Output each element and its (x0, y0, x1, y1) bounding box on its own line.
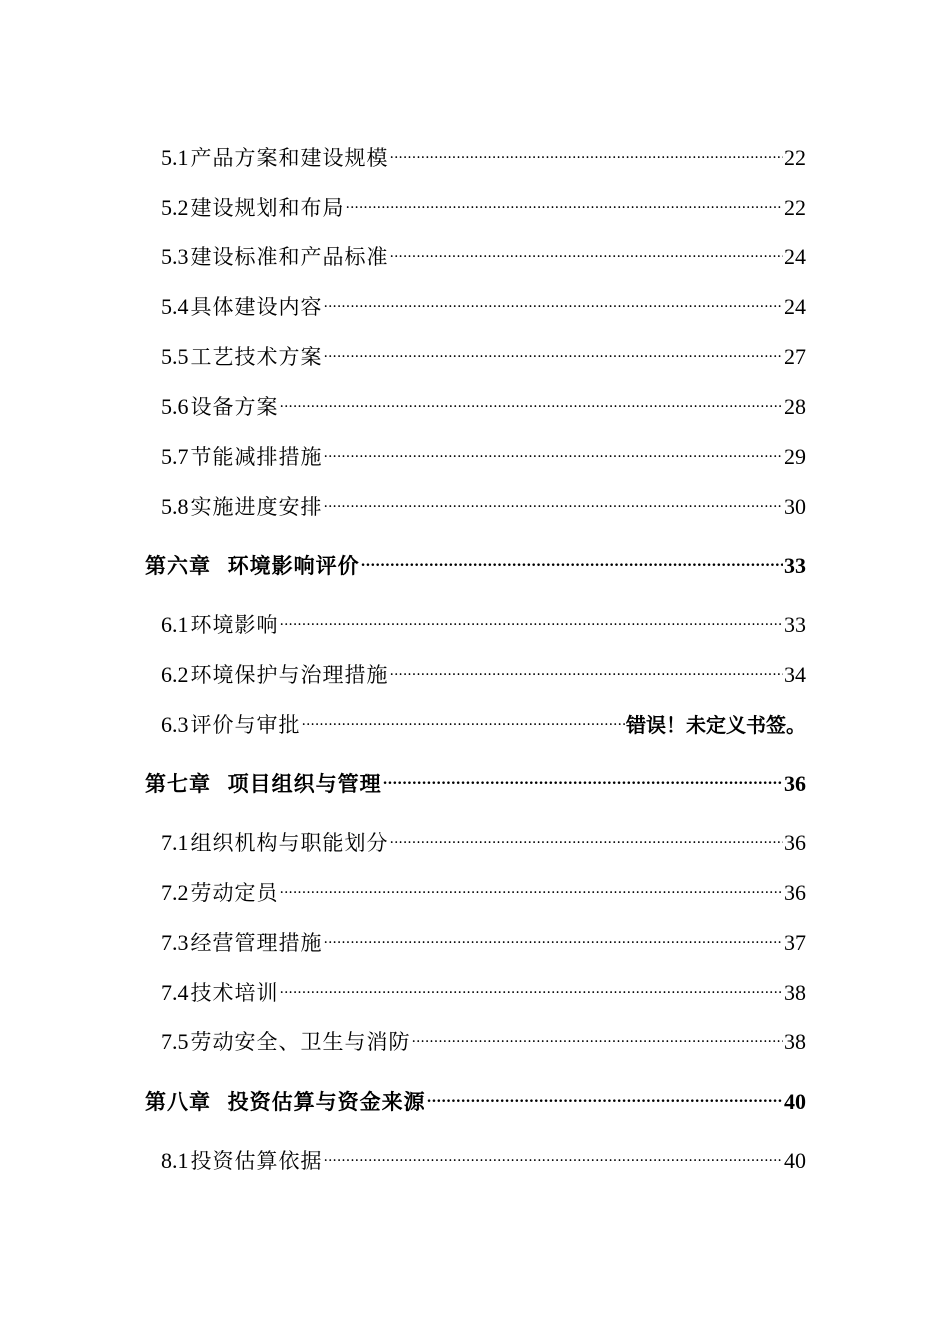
toc-page-number: 24 (784, 294, 806, 319)
toc-chapter-entry[interactable] (145, 1079, 806, 1117)
toc-page-number: 22 (784, 195, 806, 220)
toc-page-number: 40 (784, 1089, 806, 1114)
toc-leader-dots (390, 820, 784, 850)
toc-page-number: 30 (784, 494, 806, 519)
toc-leader-dots (361, 543, 783, 573)
toc-page-number: 33 (784, 553, 806, 578)
toc-entry-label: 5.1产品方案和建设规模 (161, 145, 389, 170)
toc-entry-label: 7.4技术培训 (161, 980, 279, 1005)
toc-page-number: 22 (784, 145, 806, 170)
toc-entry[interactable] (161, 820, 806, 858)
toc-leader-dots (324, 334, 784, 364)
toc-leader-dots (390, 234, 784, 264)
toc-page-number: 29 (784, 444, 806, 469)
toc-entry-label: 7.5劳动安全、卫生与消防 (161, 1029, 411, 1054)
toc-entry-label: 7.1组织机构与职能划分 (161, 830, 389, 855)
toc-entry[interactable] (161, 384, 806, 422)
toc-entry-label: 7.2劳动定员 (161, 880, 279, 905)
toc-entry[interactable] (161, 234, 806, 272)
toc-leader-dots (427, 1079, 783, 1109)
toc-entry[interactable] (161, 334, 806, 372)
toc-leader-dots (324, 434, 784, 464)
toc-entry-label: 6.1环境影响 (161, 612, 279, 637)
toc-entry[interactable] (161, 870, 806, 908)
toc-entry-label: 5.3建设标准和产品标准 (161, 244, 389, 269)
toc-leader-dots (346, 185, 784, 215)
toc-leader-dots (324, 920, 784, 950)
toc-leader-dots (280, 602, 784, 632)
toc-entry-label: 5.4具体建设内容 (161, 294, 323, 319)
toc-entry[interactable] (161, 185, 806, 223)
toc-bookmark-error: 错误！未定义书签。 (626, 713, 806, 737)
toc-page-number: 40 (784, 1148, 806, 1173)
toc-entry[interactable] (161, 434, 806, 472)
toc-page-number: 34 (784, 662, 806, 687)
toc-entry[interactable] (161, 484, 806, 522)
toc-chapter-label: 第六章 环境影响评价 (145, 553, 360, 578)
toc-page-number: 28 (784, 394, 806, 419)
toc-chapter-entry[interactable] (145, 543, 806, 581)
toc-chapter-label: 第八章 投资估算与资金来源 (145, 1089, 426, 1114)
toc-leader-dots (280, 384, 784, 414)
toc-leader-dots (383, 761, 783, 791)
toc-page-number: 27 (784, 344, 806, 369)
toc-page-number: 37 (784, 930, 806, 955)
toc-entry[interactable] (161, 284, 806, 322)
toc-leader-dots (280, 970, 784, 1000)
toc-entry[interactable] (161, 1019, 806, 1057)
toc-entry[interactable] (161, 1138, 806, 1176)
toc-leader-dots (280, 870, 784, 900)
toc-leader-dots (324, 484, 784, 514)
toc-entry[interactable] (161, 135, 806, 173)
toc-entry-label: 5.2建设规划和布局 (161, 195, 345, 220)
toc-entry[interactable] (161, 970, 806, 1008)
toc-leader-dots (412, 1019, 784, 1049)
toc-entry-label: 8.1投资估算依据 (161, 1148, 323, 1173)
toc-entry-label: 6.2环境保护与治理措施 (161, 662, 389, 687)
toc-page-number: 38 (784, 980, 806, 1005)
toc-entry[interactable] (161, 602, 806, 640)
toc-leader-dots (324, 1138, 784, 1168)
toc-entry-label: 5.5工艺技术方案 (161, 344, 323, 369)
toc-chapter-label: 第七章 项目组织与管理 (145, 771, 382, 796)
toc-entry[interactable] (161, 920, 806, 958)
toc-entry-label: 7.3经营管理措施 (161, 930, 323, 955)
toc-page-number: 36 (784, 830, 806, 855)
toc-leader-dots (324, 284, 784, 314)
toc-page-number: 33 (784, 612, 806, 637)
toc-page-number: 36 (784, 880, 806, 905)
toc-entry-label: 6.3评价与审批 (161, 712, 301, 737)
toc-page-number: 38 (784, 1029, 806, 1054)
toc-entry[interactable] (161, 652, 806, 690)
toc-leader-dots (390, 135, 784, 165)
toc-page-number: 36 (784, 771, 806, 796)
toc-page-number: 24 (784, 244, 806, 269)
toc-entry-label: 5.8实施进度安排 (161, 494, 323, 519)
toc-entry-label: 5.7节能减排措施 (161, 444, 323, 469)
toc-entry-label: 5.6设备方案 (161, 394, 279, 419)
toc-entry[interactable] (161, 702, 806, 740)
toc-leader-dots (390, 652, 784, 682)
toc-chapter-entry[interactable] (145, 761, 806, 799)
toc-leader-dots (302, 702, 626, 732)
